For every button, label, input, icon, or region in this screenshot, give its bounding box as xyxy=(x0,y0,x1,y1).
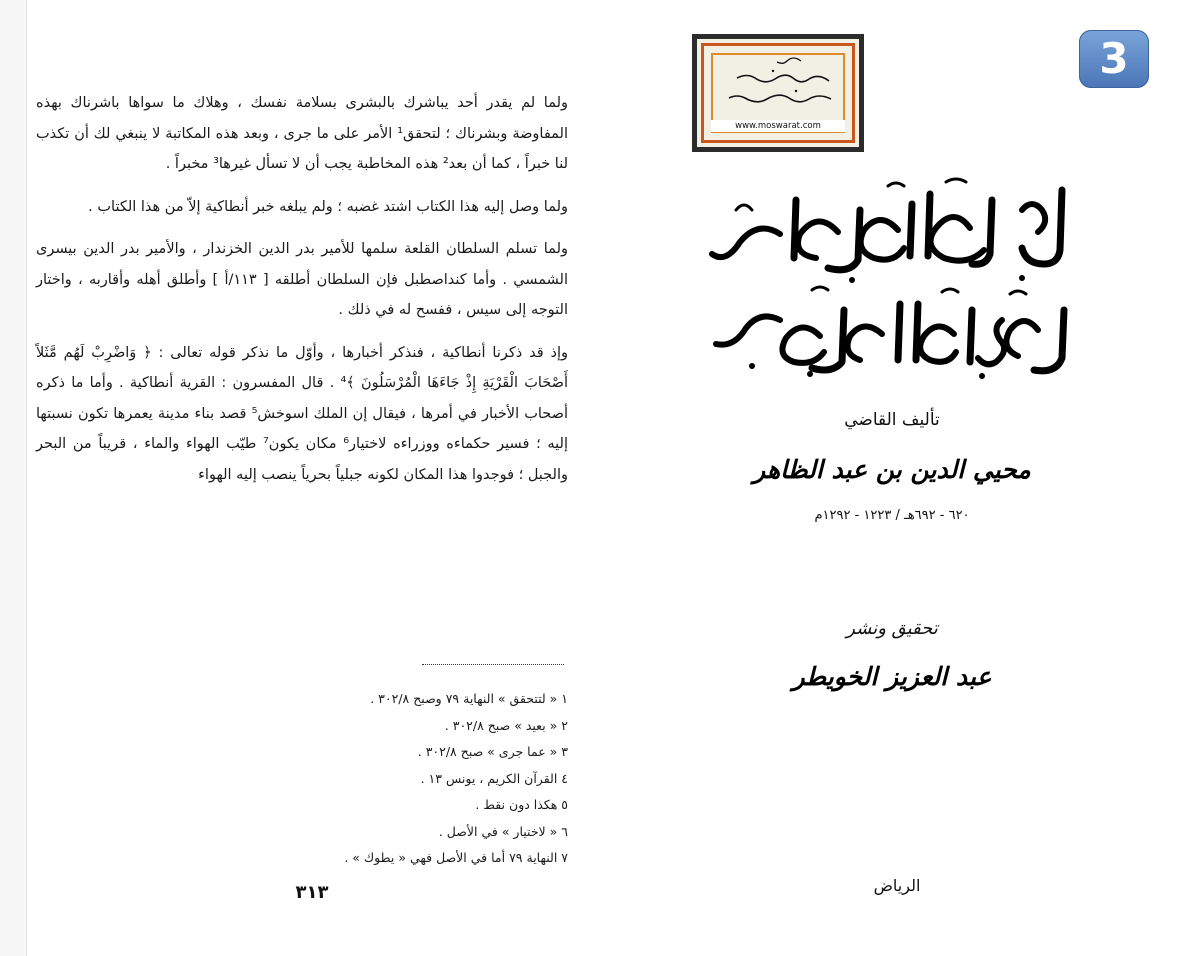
editor-name: عبد العزيز الخويطر xyxy=(792,662,992,691)
publication-city: الرياض xyxy=(873,876,921,895)
paragraph-4: وإذ قد ذكرنا أنطاكية ، فنذكر أخبارها ، وأوّل ما نذكر قوله تعالى : ﴿ وَاضْرِبْ لَهُم مَّثَلاً أَصْحَابَ الْقَرْيَةِ إِذْ جَاءَهَا الْمُرْسَلُونَ ﴾⁴ . قال المفسرون : القرية أنطاكية . وأما ما ذكره أصحاب الأخبار في أمرها ، فيقال إن الملك اسوخش⁵ قصد بناء مدينة يعمرها تكون نسبتها إليه ؛ فسير حكماءه ووزراءه لاختيار⁶ مكان يكون⁷ طيّب الهواء والماء ، قريباً من البحر والجبل ؛ فوجدوا هذا المكان لكونه جبلياً بحرياً ينصب إليه الهواء xyxy=(36,344,569,483)
author-label: تأليف القاضي xyxy=(844,410,940,430)
stamp-url: www.moswarat.com xyxy=(711,120,845,132)
number-badge: 3 xyxy=(1079,30,1149,88)
stamp-handwriting-image xyxy=(701,43,851,113)
footnote-5: ٥ هكذا دون نقط . xyxy=(475,797,568,812)
footnote-4: ٤ القرآن الكريم ، يونس ١٣ . xyxy=(420,770,568,786)
footnote-6: ٦ « لاختيار » في الأصل . xyxy=(438,823,568,839)
footnote-2: ٢ « بعيد » صبح ٣٠٢/٨ . xyxy=(444,717,568,733)
footnote-7: ٧ النهاية ٧٩ أما في الأصل فهي « يطوك » . xyxy=(344,850,568,865)
paragraph-2: ولما وصل إليه هذا الكتاب اشتد غضبه ؛ ولم يبلغه خبر أنطاكية إلاّ من هذا الكتاب . xyxy=(88,198,568,215)
footnote-3: ٣ « عما جرى » صبح ٣٠٢/٨ . xyxy=(417,744,568,759)
footnotes xyxy=(300,686,568,872)
author-dates: ٦٢٠ - ٦٩٢هـ / ١٢٢٣ - ١٢٩٢م xyxy=(814,508,970,523)
library-stamp xyxy=(692,34,864,152)
right-page xyxy=(602,0,1200,956)
footnote-divider xyxy=(422,664,564,665)
editor-label: تحقيق ونشر xyxy=(846,618,938,639)
author-name: محيي الدين بن عبد الظاهر xyxy=(753,455,1031,484)
page-gutter xyxy=(0,0,27,956)
paragraph-1: ولما لم يقدر أحد يباشرك بالبشرى بسلامة نفسك ، وهلاك ما سواها باشرناك بهذه المفاوضة وبشرناك ؛ لتحقق¹ الأمر على ما جرى ، وبعد هذه المكاتبة لا ينبغي لك أن تكذب لنا خبراً ، كما أن بعد² هذه المخاطبة يجب أن لا تسأل غيرها³ مخبراً . xyxy=(36,95,568,172)
footnote-1: ١ « لتتحقق » النهاية ٧٩ وصبح ٣٠٢/٨ . xyxy=(370,691,568,706)
calligraphy-title-image xyxy=(692,170,1084,380)
paragraph-3: ولما تسلم السلطان القلعة سلمها للأمير بدر الدين الخزندار ، والأمير بدر الدين بيسرى الشمسي . وأما كنداصطبل فإن السلطان أطلقه [ ١١٣/أ ] وأطلق أهله وأقاربه ، واختار التوجه إلى سيس ، ففسح له في ذلك . xyxy=(36,241,568,318)
body-text xyxy=(36,88,568,502)
page-number: ٣١٣ xyxy=(295,882,329,903)
